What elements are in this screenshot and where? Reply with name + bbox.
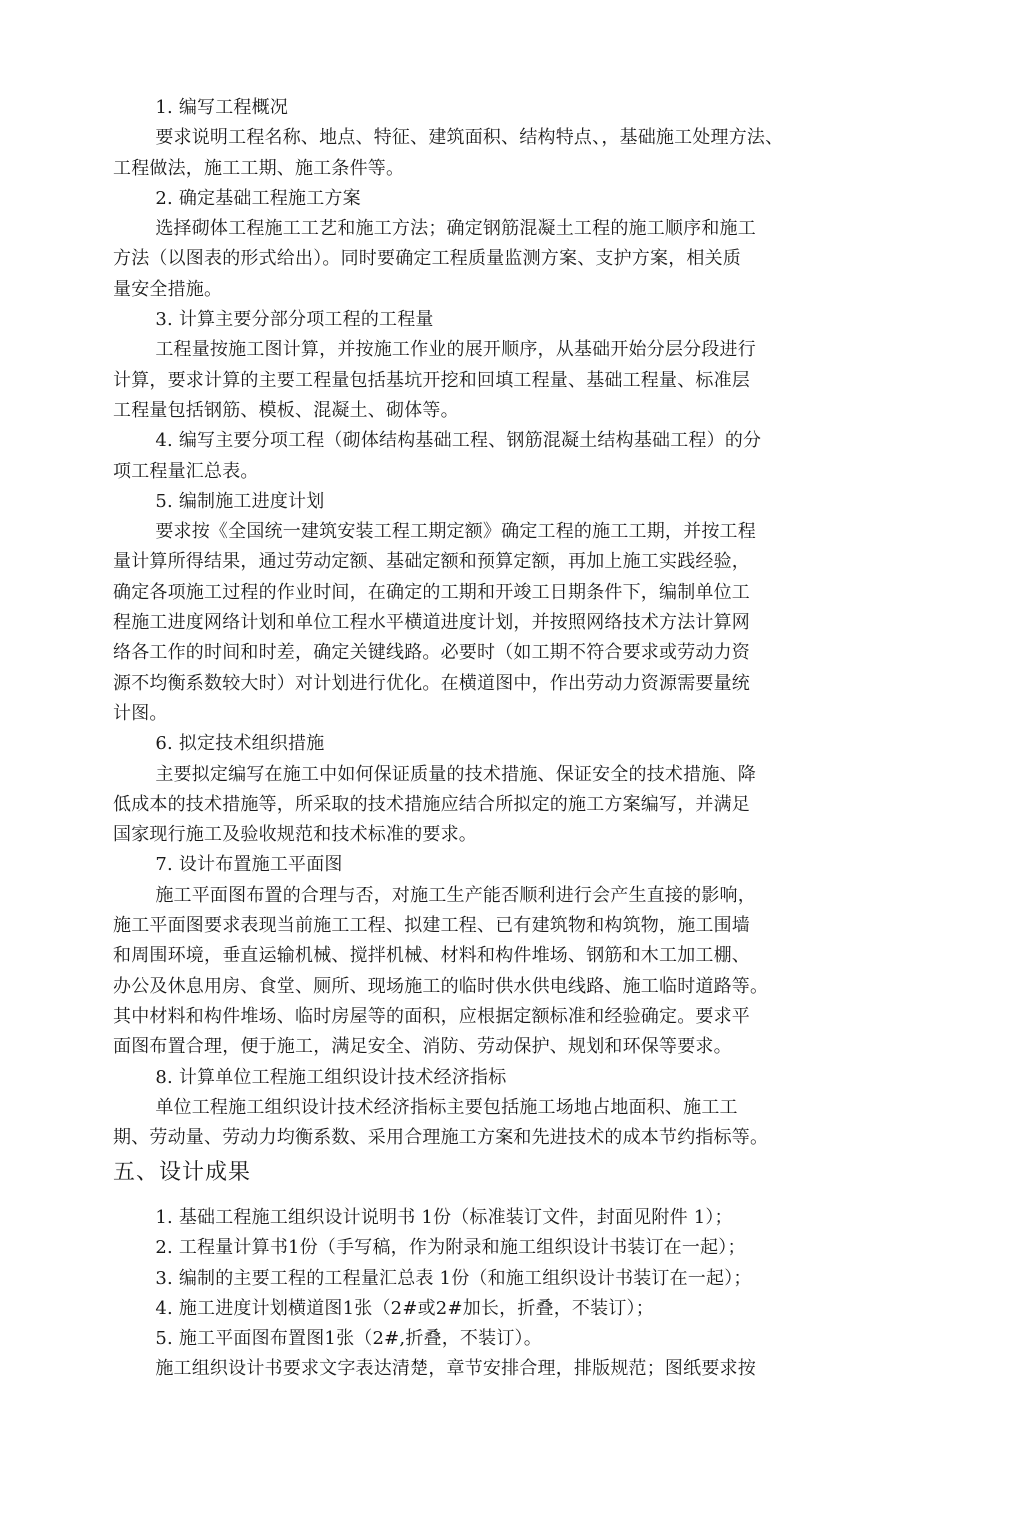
section4-body: 1. 编写工程概况 要求说明工程名称、地点、特征、建筑面积、结构特点、，基础施工处理方法、 工程做法，施工工期、施工条件等。 2. 确定基础工程施工方案 选择砌体工程施工工艺和施工方法；确定钢筋混凝土工程的施工顺序和施工 方法（以图表的形式给出）。同时要确定工程质量监测方案、支护方案，相关质 量安全措施。 3. 计算主要分部分项工程的工程量 工程量按施工图计算，并按施工作业的展开顺序，从基础开始分层分段进行 计算，要求计算的主要工程量包括基坑开挖和回填工程量、基础工程量、标准层 工程量包括钢筋、模板、混凝土、砌体等。 4. 编写主要分项工程（砌体结构基础工程、钢筋混凝土结构基础工程）的分 项工程量汇总表。 5. 编制施工进度计划 要求按《全国统一建筑安装工程工期定额》确定工程的施工工期，并按工程 量计算所得结果，通过劳动定额、基础定额和预算定额，再加上施工实践经验， 确定各项施工过程的作业时间，在确定的工期和开竣工日期条件下，编制单位工 程施工进度网络计划和单位工程水平横道进度计划，并按照网络技术方法计算网 络各工作的时间和时差，确定关键线路。必要时（如工期不符合要求或劳动力资 源不均衡系数较大时）对计划进行优化。在横道图中，作出劳动力资源需要量统 计图。 6. 拟定技术组织措施 主要拟定编写在施工中如何保证质量的技术措施、保证安全的技术措施、降 低成本的技术措施等，所采取的技术措施应结合所拟定的施工方案编写，并满足 国家现行施工及验收规范和技术标准的要求。 7. 设计布置施工平面图 施工平面图布置的合理与否，对施工生产能否顺利进行会产生直接的影响， 施工平面图要求表现当前施工工程、拟建工程、已有建筑物和构筑物，施工围墙 和周围环境，垂直运输机械、搅拌机械、材料和构件堆场、钢筋和木工加工棚、 办公及休息用房、食堂、厕所、现场施工的临时供水供电线路、施工临时道路等。 其中材料和构件堆场、临时房屋等的面积，应根据定额标准和经验确定。要求平 面图布置合理，便于施工，满足安全、消防、劳动保护、规划和环保等要求。 8. 计算单位工程施工组织设计技术经济指标 单位工程施工组织设计技术经济指标主要包括施工场地占地面积、施工工 期、劳动量、劳动力均衡系数、采用合理施工方案和先进技术的成本节约指标等。 — [113, 97, 784, 1149]
section5-body: 1. 基础工程施工组织设计说明书 1份（标准装订文件，封面见附件 1）； 2. 工程量计算书1份（手写稿，作为附录和施工组织设计书装订在一起）； 3. 编制的主要工程的工程量汇总表 1份（和施工组织设计书装订在一起）； 4. 施工进度计划横道图1张（2#或2#加长，折叠，不装订）； 5. 施工平面图布置图1张（2#,折叠，不装订）。 施工组织设计书要求文字表达清楚，章节安排合理，排版规范；图纸要求按 — [155, 1207, 756, 1380]
section5-heading: 五、设计成果 — [113, 1160, 252, 1185]
